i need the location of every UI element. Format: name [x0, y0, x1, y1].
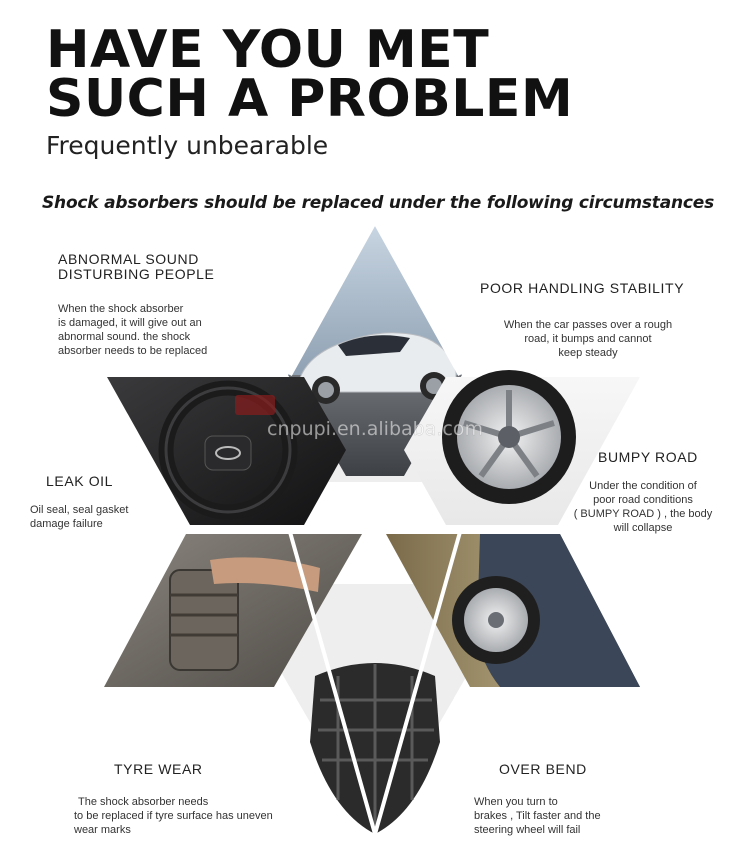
poor-handling-desc [478, 318, 698, 360]
bumpy-road-desc-line: Under the condition of [589, 480, 697, 492]
tyre-wear-title: TYRE WEAR [114, 761, 203, 777]
tyre-wear-desc-line: The shock absorber needs [78, 796, 209, 808]
poor-handling-desc-line: road, it bumps and cannot [524, 333, 652, 345]
bumpy-road-desc-line: poor road conditions [593, 494, 693, 506]
poor-handling-desc-line: When the car passes over a rough [503, 319, 673, 331]
abnormal-sound-desc-line: abnormal sound. the shock [58, 331, 191, 343]
over-bend-title: OVER BEND [499, 761, 587, 777]
headline-line-1: HAVE YOU MET [46, 20, 490, 80]
watermark-text: cnpupi.en.alibaba.com [267, 418, 483, 440]
headline-line-2: SUCH A PROBLEM [46, 69, 574, 129]
leak-oil-desc [30, 503, 128, 531]
abnormal-sound-title-line-2: DISTURBING PEOPLE [58, 266, 215, 282]
subtitle: Frequently unbearable [46, 131, 329, 160]
bumpy-road-desc [558, 479, 728, 535]
over-bend-desc-line: brakes , Tilt faster and the [474, 810, 601, 822]
poor-handling-desc-line: keep steady [558, 347, 618, 359]
steering-wheel-image [107, 377, 346, 525]
bumpy-road-desc-line: will collapse [613, 522, 673, 534]
over-bend-desc [474, 795, 601, 837]
tyre-wear-desc [74, 795, 273, 837]
over-bend-desc-line: steering wheel will fail [474, 824, 581, 836]
abnormal-sound-desc-line: absorber needs to be replaced [58, 345, 208, 357]
intro-text: Shock absorbers should be replaced under the following circumstances [42, 193, 715, 213]
poor-handling-title: POOR HANDLING STABILITY [480, 280, 685, 296]
worn-tyre-image [296, 663, 454, 834]
abnormal-sound-desc-line: is damaged, it will give out an [58, 317, 202, 329]
leak-oil-desc-line: damage failure [30, 518, 103, 530]
tyre-wear-desc-line: to be replaced if tyre surface has uneven [74, 810, 273, 822]
over-bend-desc-line: When you turn to [474, 796, 558, 808]
abnormal-sound-desc [58, 302, 207, 358]
abnormal-sound-title [58, 252, 214, 282]
leak-oil-desc-line: Oil seal, seal gasket [30, 504, 129, 516]
tyre-wear-desc-line: wear marks [74, 824, 131, 836]
bumpy-road-title: BUMPY ROAD [598, 449, 698, 465]
bumpy-road-desc-line: ( BUMPY ROAD ) , the body [573, 508, 713, 520]
leak-oil-title: LEAK OIL [46, 473, 114, 489]
abnormal-sound-title-line-1: ABNORMAL SOUND [58, 251, 199, 267]
abnormal-sound-desc-line: When the shock absorber [58, 303, 184, 315]
